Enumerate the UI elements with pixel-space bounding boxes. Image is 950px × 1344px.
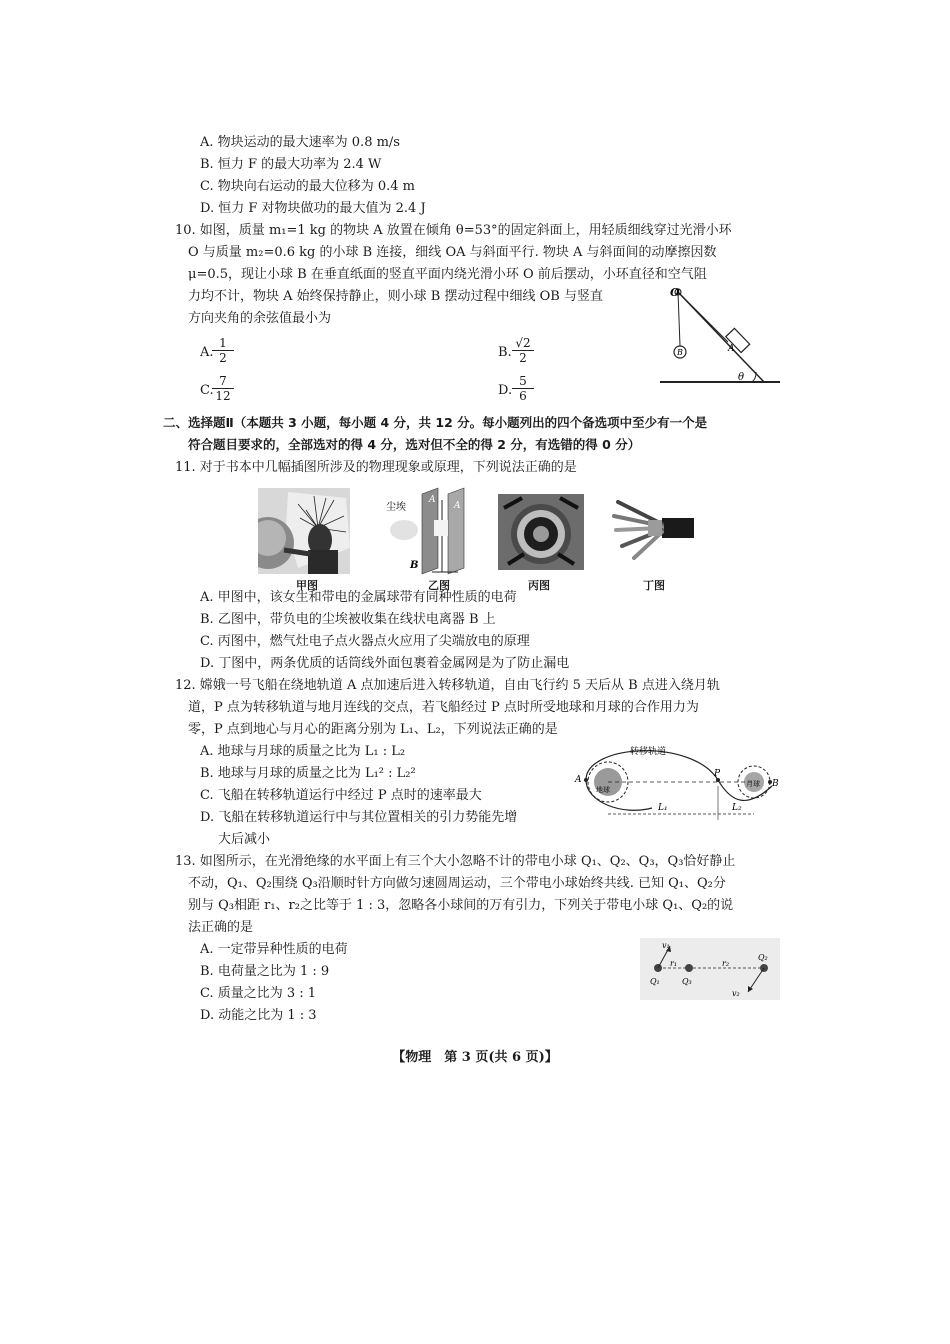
q12-stem-line-1: 12. 嫦娥一号飞船在绕地轨道 A 点加速后进入转移轨道，自由飞行约 5 天后从 B 点进入绕月轨 (175, 678, 720, 693)
q11-caption-bing: 丙图 (528, 579, 550, 592)
q11-caption-ding: 丁图 (643, 579, 665, 592)
q11-figure-jia (258, 488, 350, 574)
q12-orbit-figure (572, 738, 782, 824)
q10-option-b-fraction (512, 336, 534, 365)
q10-option-c-numerator: 7 (219, 374, 227, 388)
label-q2: Q₂ (758, 953, 768, 962)
label-earth: 地球 (596, 786, 610, 794)
label-p: P (714, 769, 721, 779)
q12-stem-line-3: 零，P 点到地心与月心的距离分别为 L₁、L₂，下列说法正确的是 (188, 722, 558, 737)
q13-stem-line-4: 法正确的是 (188, 920, 254, 935)
label-q3: Q₃ (682, 977, 692, 986)
label-r2: r₂ (722, 959, 730, 968)
label-moon: 月球 (746, 780, 760, 788)
q10-option-c-denominator: 12 (212, 388, 234, 403)
label-v1: v₁ (662, 941, 670, 950)
q10-stem-line-5: 方向夹角的余弦值最小为 (188, 311, 332, 326)
label-a: A (728, 344, 735, 354)
q10-option-d-denominator: 6 (512, 388, 534, 403)
charge-q3 (685, 964, 693, 972)
q10-option-c-label: C. (200, 383, 214, 398)
q13-stem-line-3: 别与 Q₃相距 r₁、r₂之比等于 1 : 3，忽略各小球间的万有引力，下列关于带电小球 Q₁、Q₂的说 (188, 898, 734, 913)
q10-stem-line-4: 力均不计，物块 A 始终保持静止，则小球 B 摆动过程中细线 OB 与竖直 (188, 289, 603, 304)
q9-option-b: B. 恒力 F 的最大功率为 2.4 W (200, 157, 382, 172)
label-b: B (410, 560, 419, 571)
q11-option-d: D. 丁图中，两条优质的话筒线外面包裹着金属网是为了防止漏电 (200, 656, 570, 671)
section2-heading-line-1: 二、选择题Ⅱ（本题共 3 小题，每小题 4 分，共 12 分。每小题列出的四个备选项中至少有一个是 (163, 415, 708, 430)
q13-option-d: D. 动能之比为 1 : 3 (200, 1008, 317, 1023)
string-oa (678, 292, 728, 342)
label-l2: L₂ (732, 803, 742, 813)
q11-option-c: C. 丙图中，燃气灶电子点火器点火应用了尖端放电的原理 (200, 634, 530, 649)
label-q1: Q₁ (650, 977, 660, 986)
q9-option-a: A. 物块运动的最大速率为 0.8 m/s (200, 135, 400, 150)
q11-caption-jia: 甲图 (296, 579, 318, 592)
q13-option-b: B. 电荷量之比为 1 : 9 (200, 964, 330, 979)
q12-option-d-continued: 大后减小 (218, 832, 271, 847)
q10-option-b-numerator: √2 (515, 336, 531, 350)
string-ob (678, 292, 680, 346)
q10-option-a-denominator: 2 (212, 350, 234, 365)
q12-option-d: D. 飞船在转移轨道运行中与其位置相关的引力势能先增 (200, 810, 518, 825)
label-dust: 尘埃 (386, 502, 406, 513)
q13-stem-line-1: 13. 如图所示，在光滑绝缘的水平面上有三个大小忽略不计的带电小球 Q₁、Q₂、Q₃，Q₃恰好静止 (175, 854, 736, 869)
q12-option-b: B. 地球与月球的质量之比为 L₁² : L₂² (200, 766, 416, 781)
q10-option-d-label: D. (498, 383, 513, 398)
label-l1: L₁ (658, 803, 668, 813)
q12-stem-line-2: 道，P 点为转移轨道与地月连线的交点，若飞船经过 P 点时所受地球和月球的合作用力为 (188, 700, 699, 715)
q13-stem-line-2: 不动，Q₁、Q₂围绕 Q₃沿顺时针方向做匀速圆周运动，三个带电小球始终共线. 已知 Q₁、Q₂分 (188, 876, 726, 891)
label-b: B (677, 348, 683, 357)
label-theta: θ (738, 372, 745, 383)
label-o: O (670, 286, 680, 299)
q10-option-c-fraction (212, 374, 234, 403)
q10-stem-line-3: μ=0.5，现让小球 B 在垂直纸面的竖直平面内绕光滑小环 O 前后摆动，小环直径和空气阻 (188, 267, 707, 282)
q10-incline-figure (660, 284, 780, 392)
q11-option-b: B. 乙图中，带负电的尘埃被收集在线状电离器 B 上 (200, 612, 496, 627)
label-b: B (772, 779, 779, 789)
q10-option-a-fraction (212, 336, 234, 365)
q12-option-a: A. 地球与月球的质量之比为 L₁ : L₂ (200, 744, 406, 759)
label-orbit: 转移轨道 (630, 747, 667, 757)
q11-option-a: A. 甲图中，该女生和带电的金属球带有同种性质的电荷 (200, 590, 517, 605)
label-a: A (575, 775, 582, 785)
q10-option-b-label: B. (498, 345, 512, 360)
label-r1: r₁ (670, 959, 678, 968)
q13-option-c: C. 质量之比为 3 : 1 (200, 986, 317, 1001)
q13-charges-figure (640, 938, 780, 1000)
label-a1: A (429, 495, 436, 505)
q12-option-c: C. 飞船在转移轨道运行中经过 P 点时的速率最大 (200, 788, 482, 803)
label-a2: A (454, 501, 461, 511)
q10-option-a-numerator: 1 (219, 336, 227, 350)
label-v2: v₂ (732, 989, 740, 998)
q10-option-d-numerator: 5 (519, 374, 527, 388)
q10-option-d-fraction (512, 374, 534, 403)
q13-option-a: A. 一定带异种性质的电荷 (200, 942, 348, 957)
q10-option-a-label: A. (200, 345, 214, 360)
section2-heading-line-2: 符合题目要求的，全部选对的得 4 分，选对但不全的得 2 分，有选错的得 0 分） (188, 437, 641, 452)
q11-figure-yi (380, 486, 480, 578)
q10-stem-line-2: O 与质量 m₂=0.6 kg 的小球 B 连接，细线 OA 与斜面平行. 物块 A 与斜面间的动摩擦因数 (188, 245, 717, 260)
q9-option-c: C. 物块向右运动的最大位移为 0.4 m (200, 179, 416, 194)
page-footer: 【物理 第 3 页(共 6 页)】 (392, 1050, 558, 1065)
q11-figure-bing (498, 494, 584, 570)
q11-caption-yi: 乙图 (428, 579, 450, 592)
q11-stem: 11. 对于书本中几幅插图所涉及的物理现象或原理，下列说法正确的是 (175, 460, 577, 475)
q10-option-b-denominator: 2 (512, 350, 534, 365)
q10-stem-line-1: 10. 如图，质量 m₁=1 kg 的物块 A 放置在倾角 θ=53°的固定斜面上，用轻质细线穿过光滑小环 (175, 223, 732, 238)
q11-figure-ding (608, 494, 694, 566)
q9-option-d: D. 恒力 F 对物块做功的最大值为 2.4 J (200, 201, 426, 216)
